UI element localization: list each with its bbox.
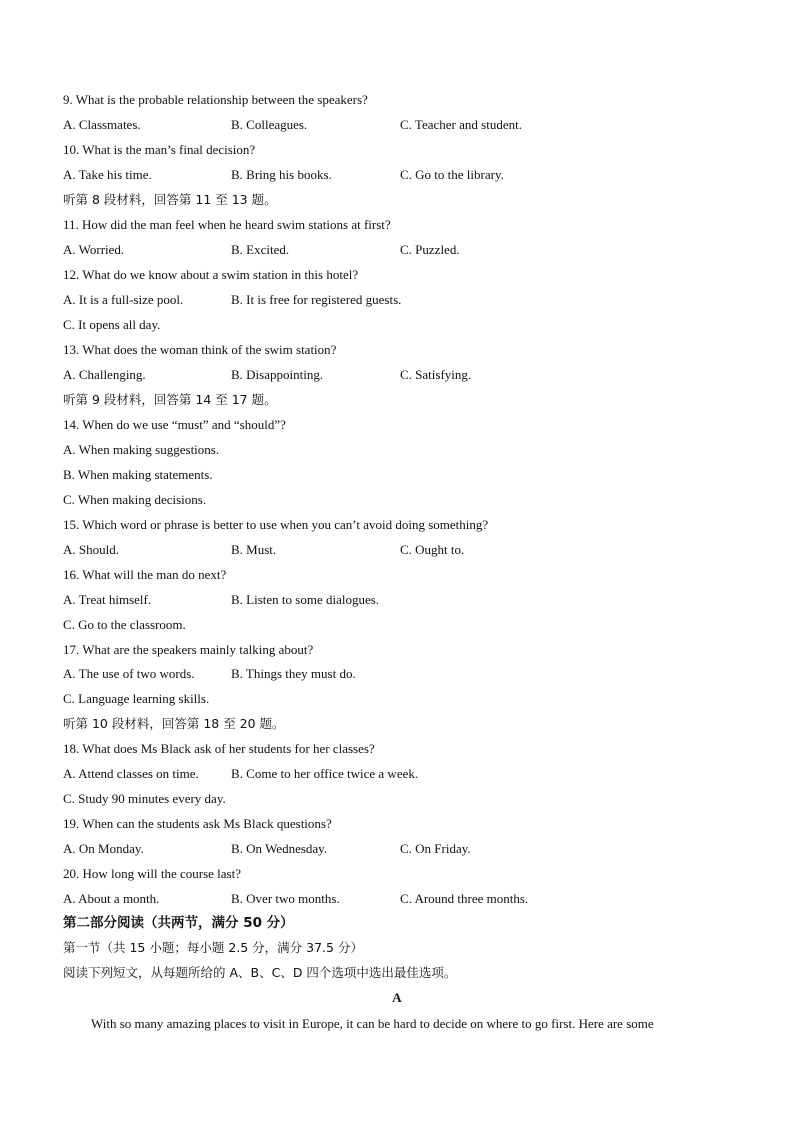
question-stem: 20. How long will the course last? <box>63 866 241 881</box>
option-c: C. When making decisions. <box>63 492 207 507</box>
option-c: C. Teacher and student. <box>400 117 522 132</box>
option-c: C. Go to the classroom. <box>63 617 186 632</box>
option-c: C. Puzzled. <box>400 242 460 257</box>
section-instruction: 听第 10 段材料，回答第 18 至 20 题。 <box>63 716 285 731</box>
option-a: A. It is a full-size pool. <box>63 292 184 307</box>
option-b: B. Things they must do. <box>231 666 356 681</box>
passage-label: A <box>392 990 402 1005</box>
reading-instruction: 阅读下列短文，从每题所给的 A、B、C、D 四个选项中选出最佳选项。 <box>63 965 457 980</box>
passage-text: With so many amazing places to visit in Europe, it can be hard to decide on where to go first. Here are some <box>91 1016 654 1031</box>
option-b: B. Over two months. <box>231 891 340 906</box>
option-c: C. Satisfying. <box>400 367 472 382</box>
option-b: B. Come to her office twice a week. <box>231 766 419 781</box>
question-stem: 14. When do we use “must” and “should”? <box>63 417 286 432</box>
option-c: C. Ought to. <box>400 542 465 557</box>
option-c: C. It opens all day. <box>63 317 161 332</box>
question-stem: 18. What does Ms Black ask of her students for her classes? <box>63 741 375 756</box>
option-b: B. Bring his books. <box>231 167 332 182</box>
option-a: A. The use of two words. <box>63 666 195 681</box>
option-b: B. On Wednesday. <box>231 841 328 856</box>
question-stem: 10. What is the man’s final decision? <box>63 142 256 157</box>
option-c: C. Study 90 minutes every day. <box>63 791 226 806</box>
question-stem: 9. What is the probable relationship between the speakers? <box>63 92 368 107</box>
option-a: A. Treat himself. <box>63 592 152 607</box>
option-c: C. Around three months. <box>400 891 529 906</box>
option-b: B. When making statements. <box>63 467 213 482</box>
option-a: A. Take his time. <box>63 167 152 182</box>
question-stem: 12. What do we know about a swim station in this hotel? <box>63 267 359 282</box>
option-a: A. Should. <box>63 542 119 557</box>
option-b: B. Excited. <box>231 242 290 257</box>
question-stem: 17. What are the speakers mainly talking about? <box>63 642 314 657</box>
option-b: B. Disappointing. <box>231 367 324 382</box>
option-a: A. Challenging. <box>63 367 146 382</box>
question-stem: 15. Which word or phrase is better to use when you can’t avoid doing something? <box>63 517 489 532</box>
option-a: A. About a month. <box>63 891 160 906</box>
option-a: A. Attend classes on time. <box>63 766 199 781</box>
section-instruction: 听第 8 段材料，回答第 11 至 13 题。 <box>63 192 277 207</box>
option-a: A. When making suggestions. <box>63 442 220 457</box>
option-c: C. On Friday. <box>400 841 471 856</box>
section-instruction: 听第 9 段材料，回答第 14 至 17 题。 <box>63 392 277 407</box>
option-c: C. Language learning skills. <box>63 691 210 706</box>
question-stem: 19. When can the students ask Ms Black questions? <box>63 816 332 831</box>
option-b: B. Listen to some dialogues. <box>231 592 380 607</box>
option-a: A. On Monday. <box>63 841 144 856</box>
question-stem: 16. What will the man do next? <box>63 567 227 582</box>
option-b: B. Must. <box>231 542 277 557</box>
section-heading: 第一节（共 15 小题；每小题 2.5 分，满分 37.5 分） <box>63 940 363 955</box>
option-a: A. Worried. <box>63 242 125 257</box>
option-b: B. It is free for registered guests. <box>231 292 402 307</box>
option-c: C. Go to the library. <box>400 167 504 182</box>
part-heading: 第二部分阅读（共两节，满分 50 分） <box>63 915 294 931</box>
option-b: B. Colleagues. <box>231 117 308 132</box>
option-a: A. Classmates. <box>63 117 141 132</box>
question-stem: 11. How did the man feel when he heard swim stations at first? <box>63 217 391 232</box>
question-stem: 13. What does the woman think of the swim station? <box>63 342 337 357</box>
